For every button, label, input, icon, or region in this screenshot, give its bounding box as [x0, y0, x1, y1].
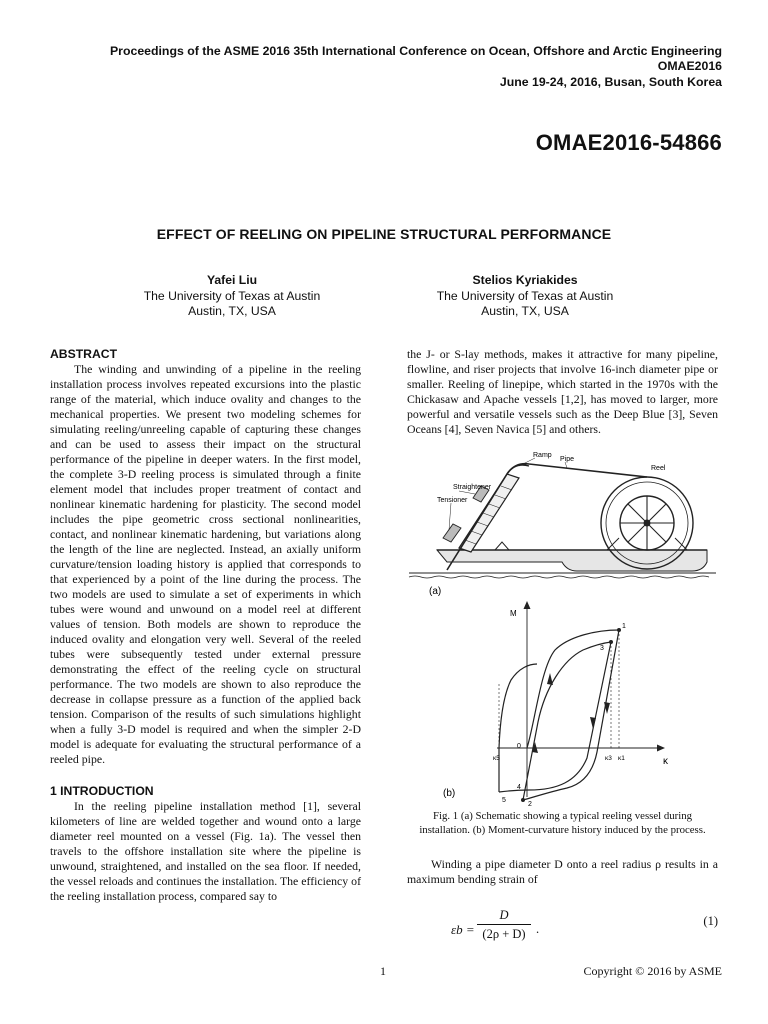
figure-1-drawing — [407, 452, 718, 812]
author-affiliation: The University of Texas at Austin — [143, 288, 321, 303]
arrow-a — [547, 673, 553, 685]
tensioner — [443, 524, 461, 542]
equation-fraction — [477, 907, 531, 942]
reel-axle — [644, 520, 650, 526]
loading-path-0-1 — [527, 630, 619, 748]
author-location: Austin, TX, USA — [188, 304, 276, 318]
page-number: 1 — [380, 964, 386, 978]
equation-lhs: εb = — [451, 922, 475, 937]
introduction-heading: 1 INTRODUCTION — [50, 784, 154, 798]
author-name: Yafei Liu — [206, 273, 258, 287]
fraction-bar — [477, 924, 531, 925]
copyright-notice: Copyright © 2016 by ASME — [583, 964, 722, 978]
label-point-1: 1 — [622, 623, 626, 630]
introduction-text-right: the J- or S-lay methods, makes it attractive for many pipeline, flowline, and riser projects that involve 16-inch diameter pipe or smaller. Reeling of linepipe, which started in the 1970s with the Chickasaw and Apache vessels [1,2], has moved to larger, more powerful and versatile vessels such as the Deep Blue [3], Seven Oceans [4], Seven Navica [5] and others. — [407, 347, 718, 436]
m-axis-arrow — [524, 601, 531, 609]
label-point-0: 0 — [517, 743, 521, 750]
equation-denominator: (2ρ + D) — [482, 927, 526, 941]
figure-1 — [407, 452, 718, 812]
abstract-text: The winding and unwinding of a pipeline in the reeling installation process involves repeated excursions into the plastic range of the material, which induce ovality and changes to the mechanical properties. We present two modeling schemes for simulating reeling/unreeling capable of capturing these changes and can be used to assess their impact on the structural performance of the pipeline in deeper waters. In the first model, the complete 3-D reeling process is simulated through a finite element model that includes proper treatment of contact and nonlinear kinematic hardening for plasticity. The second model includes the pipe geometric cross sectional nonlinearities, contact, and nonlinear kinematic hardening, but variations along the length of the line are neglected. Instead, an axially uniform curvature/tension loading history is applied that corresponds to that experienced by a point of the line during the process. The two models are used to simulate a set of experiments in which tubes were wound and unwound on a model reel at different values of tension. Both models are shown to reproduce the induced ovality and elongation very well. Several of the reeled tubes were subsequently tested under external pressure demonstrating the effect of the reeling cycle on structural performance. The two models are shown to also reproduce the decrease in collapse pressure as a function of the applied back tension. Comparison of the results of such simulations highlight when a fully 3-D model is required and when the simpler 2-D model is adequate for evaluating the structural performance of a reeled pipe. — [50, 362, 361, 766]
label-tensioner: Tensioner — [437, 497, 468, 504]
label-straightener: Straightener — [453, 484, 492, 491]
right-column — [407, 347, 718, 953]
body-text-after-figure: Winding a pipe diameter D onto a reel radius ρ results in a maximum bending strain of — [407, 857, 718, 886]
k-axis-arrow — [657, 745, 665, 752]
figure-caption: Fig. 1 (a) Schematic showing a typical reeling vessel during installation. (b) Moment-curvature history induced by the process. — [419, 810, 706, 836]
label-point-5: 5 — [502, 797, 506, 804]
label-reel: Reel — [651, 465, 666, 472]
author-name: Stelios Kyriakides — [472, 273, 578, 287]
proceedings-header — [42, 44, 722, 90]
point-2 — [522, 799, 525, 802]
point-3 — [610, 641, 613, 644]
vessel-schematic — [409, 458, 716, 578]
point-1 — [618, 629, 621, 632]
proceedings-line-1: Proceedings of the ASME 2016 35th International Conference on Ocean, Offshore and Arctic Engineering — [109, 44, 722, 58]
moment-curvature-plot — [497, 601, 665, 802]
reverse-path-2-3 — [523, 642, 611, 800]
label-axis-m: M — [510, 609, 517, 618]
paper-title: EFFECT OF REELING ON PIPELINE STRUCTURAL PERFORMANCE — [156, 226, 612, 242]
label-point-4: 4 — [517, 784, 521, 791]
author-block-1 — [102, 273, 362, 320]
label-ramp: Ramp — [533, 452, 552, 459]
unloading-path-1-2 — [523, 630, 619, 800]
label-panel-b: (b) — [443, 788, 456, 799]
vessel-hull — [437, 550, 707, 571]
leader-straightener — [459, 491, 475, 494]
label-axis-k: κ — [663, 756, 668, 767]
author-affiliation: The University of Texas at Austin — [436, 288, 614, 303]
paper-id: OMAE2016-54866 — [535, 130, 722, 155]
ramp — [459, 465, 529, 552]
equation-numerator: D — [499, 908, 509, 922]
abstract-heading: ABSTRACT — [50, 347, 118, 361]
arrow-d — [590, 717, 596, 729]
sea-wave — [409, 576, 709, 578]
reverse-path-4-5 — [499, 664, 537, 792]
label-tick-k3: κ3 — [605, 755, 612, 762]
proceedings-line-3: June 19-24, 2016, Busan, South Korea — [499, 74, 722, 89]
label-point-2: 2 — [528, 801, 532, 808]
reverse-path-3-4 — [499, 642, 611, 792]
equation-period: . — [536, 922, 540, 936]
author-block-2 — [395, 273, 655, 320]
equation-number: (1) — [703, 914, 718, 928]
label-point-3: 3 — [600, 645, 604, 652]
introduction-text-left: In the reeling pipeline installation method [1], several kilometers of line are welded together and wound onto a large diameter reel mounted on a vessel (Fig. 1a). The vessel then travels to the offshore installation site where the pipeline is unwound, straightened, and installed on the sea floor. If needed, the vessel reloads and continues the installation. The efficiency of the reeling installation process, compared say to — [50, 799, 361, 903]
proceedings-line-2: OMAE2016 — [657, 59, 722, 74]
label-panel-a: (a) — [429, 586, 442, 597]
leader-tensioner — [449, 503, 451, 530]
label-pipe: Pipe — [560, 456, 575, 463]
label-tick-k1: κ1 — [618, 755, 625, 762]
ramp-support — [495, 542, 509, 550]
author-location: Austin, TX, USA — [481, 304, 569, 318]
left-column — [50, 347, 361, 904]
label-tick-k5: κ5 — [493, 755, 500, 762]
equation-1 — [407, 905, 718, 953]
